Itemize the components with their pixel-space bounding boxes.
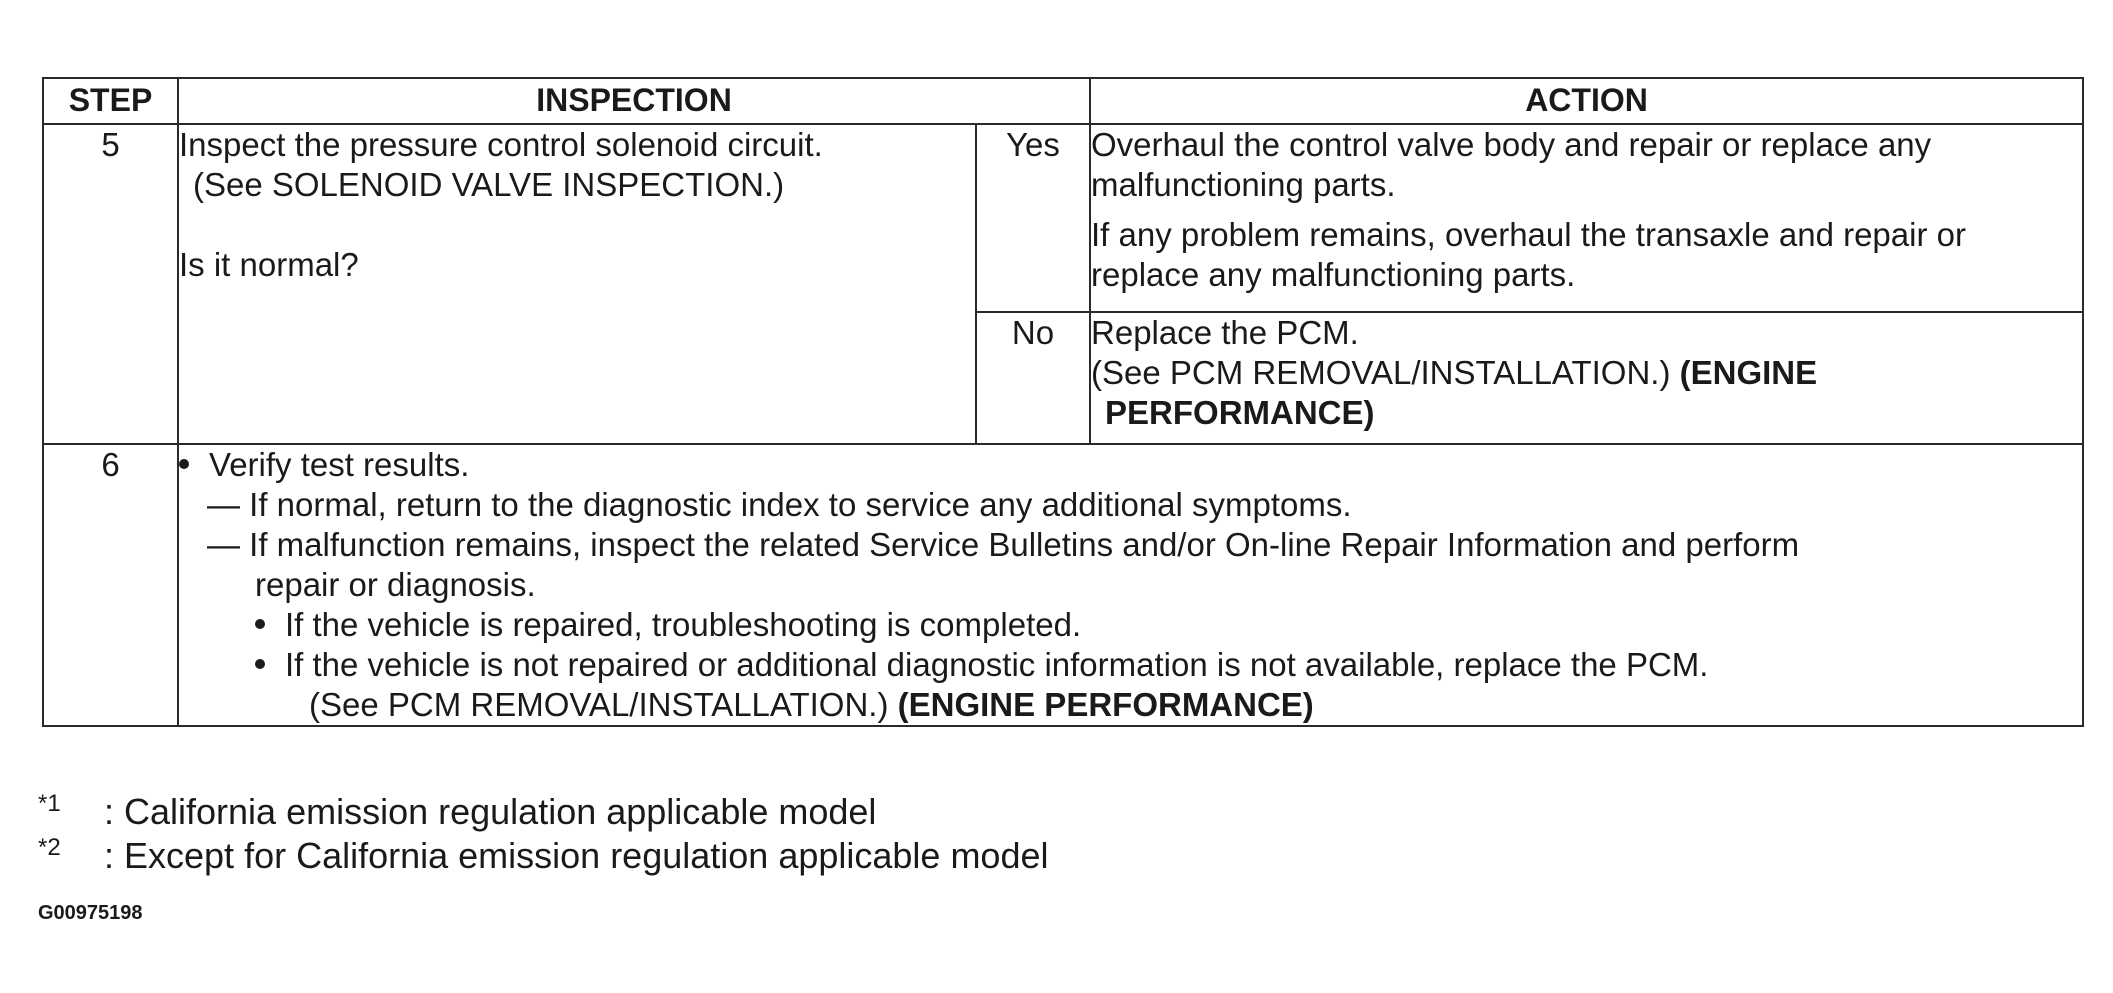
header-step: STEP xyxy=(43,78,178,124)
inspection-question: Is it normal? xyxy=(179,246,359,283)
step-number-6: 6 xyxy=(43,444,178,726)
no-action-bold-2: PERFORMANCE) xyxy=(1105,394,1375,431)
footnote-1 xyxy=(38,790,1049,834)
footnote-2 xyxy=(38,834,1049,878)
step-6-sub-2: If the vehicle is not repaired or additional diagnostic information is not available, replace the PCM. xyxy=(285,646,1709,683)
step-6-dash-1: — If normal, return to the diagnostic index to service any additional symptoms. xyxy=(207,486,1352,523)
yes-label: Yes xyxy=(976,124,1090,312)
no-action-line1: Replace the PCM. xyxy=(1091,314,1359,351)
step-number-5: 5 xyxy=(43,124,178,444)
figure-id: G00975198 xyxy=(38,902,143,924)
diagnostic-table xyxy=(42,77,2084,727)
footnote-text-2: : Except for California emission regulation applicable model xyxy=(104,835,1049,876)
bullet-icon xyxy=(255,659,265,669)
table-row-step-5-yes xyxy=(43,124,2083,312)
yes-action-2: If any problem remains, overhaul the transaxle and repair or replace any malfunctioning parts. xyxy=(1091,216,1966,293)
step-6-sub-2-bold: (ENGINE PERFORMANCE) xyxy=(897,686,1314,723)
step-6-bullet: Verify test results. xyxy=(209,446,470,483)
yes-action-cell xyxy=(1090,124,2083,312)
step-6-cell xyxy=(178,444,2083,726)
table-header-row xyxy=(43,78,2083,124)
table-row-step-6 xyxy=(43,444,2083,726)
yes-action-1: Overhaul the control valve body and repair or replace any malfunctioning parts. xyxy=(1091,126,1932,203)
no-label: No xyxy=(976,312,1090,444)
no-action-reference: (See PCM REMOVAL/INSTALLATION.) xyxy=(1091,354,1671,391)
no-action-bold-1: (ENGINE xyxy=(1679,354,1818,391)
step-6-dash-2: — If malfunction remains, inspect the related Service Bulletins and/or On-line Repair Information and perform xyxy=(207,526,1800,563)
inspection-cell-5 xyxy=(178,124,976,444)
step-6-dash-2-cont: repair or diagnosis. xyxy=(255,566,536,603)
inspection-reference: (See SOLENOID VALVE INSPECTION.) xyxy=(193,166,785,203)
header-inspection: INSPECTION xyxy=(178,78,1090,124)
footnote-mark-2: *2 xyxy=(38,834,61,861)
inspection-text-line1: Inspect the pressure control solenoid circuit. xyxy=(179,126,823,163)
footnote-mark-1: *1 xyxy=(38,790,61,817)
header-action: ACTION xyxy=(1090,78,2083,124)
bullet-icon xyxy=(179,459,189,469)
no-action-cell xyxy=(1090,312,2083,444)
step-6-sub-2-reference: (See PCM REMOVAL/INSTALLATION.) xyxy=(309,686,889,723)
footnote-text-1: : California emission regulation applicable model xyxy=(104,791,877,832)
bullet-icon xyxy=(255,619,265,629)
step-6-sub-1: If the vehicle is repaired, troubleshooting is completed. xyxy=(285,606,1082,643)
footnotes xyxy=(38,790,1049,878)
